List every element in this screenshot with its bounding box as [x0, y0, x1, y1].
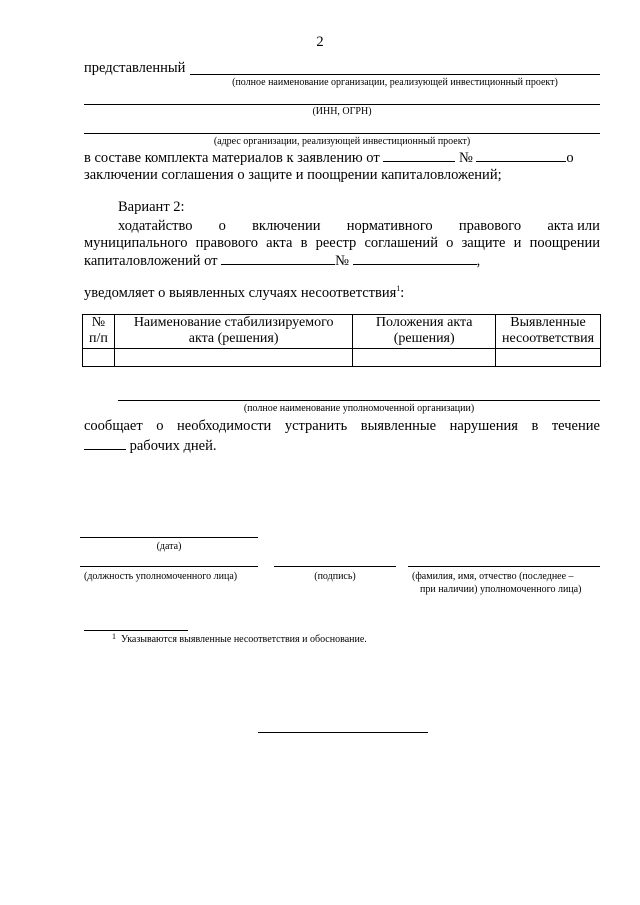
days-count-blank: [84, 437, 126, 450]
table-header-cell: [496, 315, 601, 349]
table-cell[interactable]: [496, 349, 601, 367]
word: ходатайство: [118, 218, 193, 234]
header-line: п/п: [89, 331, 108, 346]
word: муниципального: [84, 235, 188, 251]
petition-number-blank: [353, 252, 477, 265]
paragraph-1-line-2: заключении соглашения о защите и поощрении капиталовложений;: [84, 167, 502, 183]
authority-caption: (полное наименование уполномоченной организации): [243, 403, 475, 414]
number-sign: №: [458, 150, 473, 166]
word: правового: [458, 218, 522, 234]
variant-2-text: капиталовложений от: [84, 253, 218, 269]
word: течение: [551, 418, 600, 434]
word: о: [446, 235, 454, 251]
paragraph-1-end: о: [566, 150, 574, 166]
paragraph-1-line-1: [84, 149, 600, 167]
org-name-line: [190, 74, 600, 75]
word: акта: [266, 235, 293, 251]
table-row: [83, 349, 601, 367]
header-line: №: [91, 315, 106, 330]
table-cell[interactable]: [353, 349, 496, 367]
word: поощрении: [529, 235, 600, 251]
address-line: [84, 133, 600, 134]
word: акта или: [547, 218, 600, 234]
footnote-ref: 1: [396, 284, 401, 294]
date-caption: (дата): [156, 541, 182, 552]
position-caption: (должность уполномоченного лица): [84, 571, 238, 582]
word: о: [218, 218, 226, 234]
header-line: акта (решения): [188, 331, 279, 346]
position-line: [80, 566, 258, 567]
table-header-row: [83, 315, 601, 349]
variant-2-heading: Вариант 2:: [118, 199, 185, 215]
table-cell[interactable]: [83, 349, 115, 367]
page-number: 2: [316, 34, 324, 50]
word: о: [156, 418, 164, 434]
footnote-text: Указываются выявленные несоответствия и обоснование.: [121, 634, 367, 645]
notice-line: [84, 285, 404, 302]
word: нормативного: [346, 218, 433, 234]
variant-2-line-1: [118, 218, 600, 235]
word: устранить: [284, 418, 348, 434]
word: выявленные: [360, 418, 437, 434]
header-line: несоответствия: [501, 331, 595, 346]
table-cell[interactable]: [114, 349, 352, 367]
table-header-cell: [353, 315, 496, 349]
footnote-number: 1: [112, 632, 116, 641]
presented-label: представленный: [84, 60, 186, 76]
variant-2-end: ,: [476, 253, 481, 269]
end-rule: [258, 732, 428, 733]
footnote-separator: [84, 630, 188, 631]
address-caption: (адрес организации, реализующей инвестиционный проект): [213, 136, 471, 147]
application-number-blank: [476, 149, 566, 162]
petition-date-blank: [221, 252, 335, 265]
table-header-cell: [83, 315, 115, 349]
word: реестр: [315, 235, 357, 251]
paragraph-1-text: в составе комплекта материалов к заявлению от: [84, 150, 380, 166]
authority-line-2: [84, 437, 216, 455]
word: и: [513, 235, 522, 251]
word: нарушения: [449, 418, 518, 434]
word: сообщает: [84, 418, 143, 434]
date-line: [80, 537, 258, 538]
word: в: [300, 235, 308, 251]
application-date-blank: [383, 149, 455, 162]
authority-line-1: [84, 418, 600, 435]
word: в: [531, 418, 539, 434]
word: соглашений: [364, 235, 438, 251]
notice-colon: :: [400, 285, 405, 301]
word: защите: [461, 235, 506, 251]
inn-line: [84, 104, 600, 105]
signature-line: [274, 566, 396, 567]
header-line: Выявленные: [510, 315, 586, 330]
table-header-cell: [114, 315, 352, 349]
variant-2-line-3: [84, 252, 480, 270]
nonconformity-table: [82, 314, 601, 367]
word: включении: [252, 218, 321, 234]
authority-name-line: [118, 400, 600, 401]
notice-text: уведомляет о выявленных случаях несоответствия: [84, 285, 397, 301]
word: необходимости: [177, 418, 272, 434]
fio-caption-line-2: при наличии) уполномоченного лица): [420, 584, 582, 595]
inn-caption: (ИНН, ОГРН): [312, 106, 372, 117]
fio-line: [408, 566, 600, 567]
fio-caption-line-1: (фамилия, имя, отчество (последнее –: [412, 571, 574, 582]
signature-caption: (подпись): [314, 571, 356, 582]
word: правового: [195, 235, 258, 251]
authority-line-2-text: рабочих дней.: [129, 438, 217, 454]
header-line: Положения акта: [375, 315, 473, 330]
header-line: (решения): [393, 331, 455, 346]
org-name-caption: (полное наименование организации, реализующей инвестиционный проект): [232, 77, 558, 88]
variant-2-line-2: [84, 235, 600, 252]
header-line: Наименование стабилизируемого: [133, 315, 334, 330]
number-sign: №: [335, 253, 349, 269]
